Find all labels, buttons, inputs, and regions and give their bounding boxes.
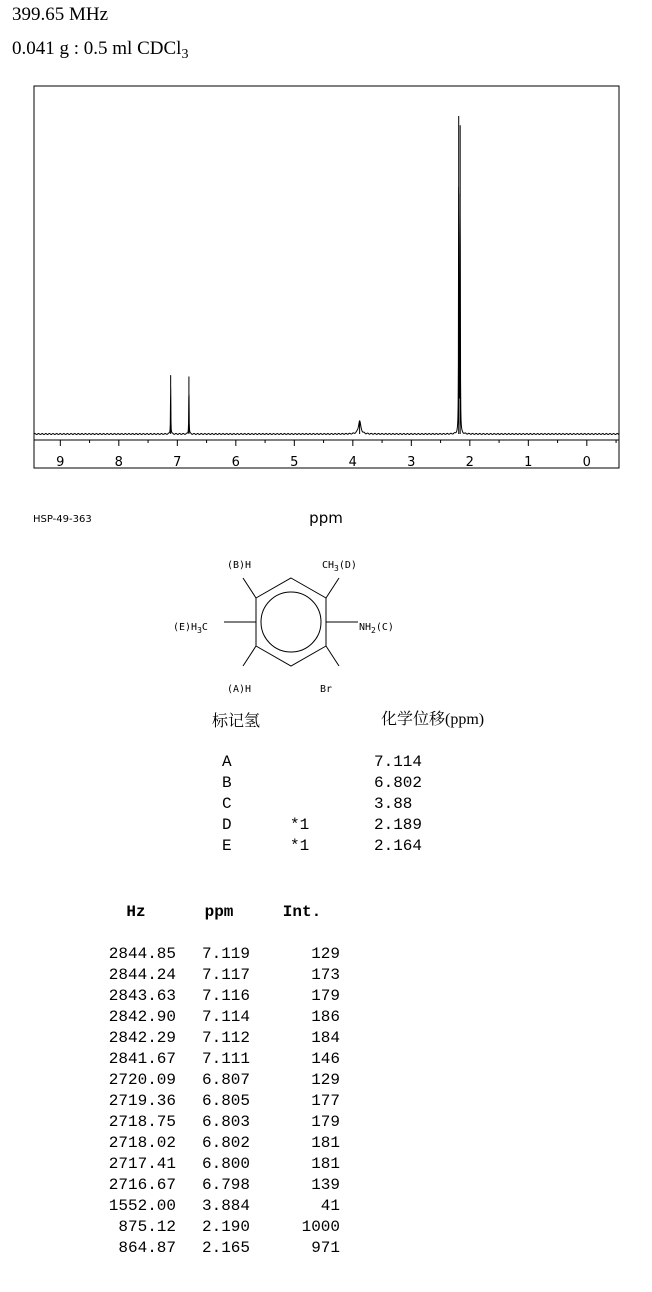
table-row — [96, 986, 342, 1007]
table-row — [96, 1154, 342, 1175]
peak-int: 177 — [311, 1092, 340, 1110]
table-row — [96, 1196, 342, 1217]
peak-hz: 2720.09 — [108, 1071, 176, 1089]
peak-int: 181 — [311, 1134, 340, 1152]
assignment-note — [290, 752, 374, 773]
assignment-row — [222, 773, 422, 794]
assignment-note: *1 — [290, 816, 310, 834]
peak-ppm: 6.803 — [201, 1113, 250, 1131]
peak-int: 173 — [311, 966, 340, 984]
table-row — [96, 1028, 342, 1049]
label-e-h3c: $(E)H_3C$ — [173, 622, 208, 635]
table-row — [96, 1070, 342, 1091]
peak-int: 181 — [311, 1155, 340, 1173]
peak-ppm: 2.190 — [201, 1218, 250, 1236]
peak-ppm: 7.114 — [201, 1008, 250, 1026]
peak-ppm: 7.116 — [201, 987, 250, 1005]
table-row — [96, 1112, 342, 1133]
label-a-h: (A)H — [227, 684, 252, 695]
x-tick-label: 0 — [582, 455, 591, 470]
peak-int: 1000 — [301, 1218, 340, 1236]
peak-int: 184 — [311, 1029, 340, 1047]
peak-hz: 2716.67 — [108, 1176, 176, 1194]
peak-ppm: 3.884 — [201, 1197, 250, 1215]
peak-hz: 2717.41 — [108, 1155, 176, 1173]
table-row — [96, 1049, 342, 1070]
assignment-table — [222, 752, 422, 857]
peak-int: 41 — [320, 1197, 340, 1215]
peak-ppm: 6.802 — [201, 1134, 250, 1152]
assignment-header-label: 标记氢 — [212, 713, 261, 730]
peak-ppm: 7.119 — [201, 945, 250, 963]
assignment-row — [222, 794, 422, 815]
table-row — [96, 1175, 342, 1196]
peak-ppm: 2.165 — [201, 1239, 250, 1257]
peak-int: 186 — [311, 1008, 340, 1026]
label-b-h: (B)H — [227, 560, 252, 571]
assignment-label: C — [222, 795, 232, 813]
col-ppm: ppm — [204, 903, 234, 921]
x-tick-label: 6 — [231, 455, 240, 470]
peak-int: 139 — [311, 1176, 340, 1194]
assignment-note — [290, 794, 374, 815]
label-br: Br — [320, 684, 333, 695]
x-tick-label: 3 — [407, 455, 416, 470]
peak-ppm: 6.805 — [201, 1092, 250, 1110]
assignment-label: A — [222, 753, 232, 771]
peak-int: 971 — [311, 1239, 340, 1257]
table-row — [96, 1007, 342, 1028]
table-row — [96, 944, 342, 965]
assignment-header-shift: 化学位移(ppm) — [381, 711, 485, 728]
assignment-shift: 3.88 — [374, 795, 413, 813]
x-tick-label: 2 — [465, 455, 474, 470]
table-spacer — [96, 923, 342, 944]
peak-ppm: 6.798 — [201, 1176, 250, 1194]
sample-subscript: 3 — [181, 47, 189, 62]
peak-int: 129 — [311, 1071, 340, 1089]
assignment-note — [290, 773, 374, 794]
peak-hz: 1552.00 — [108, 1197, 176, 1215]
spectrometer-frequency: 399.65 MHz — [12, 4, 109, 25]
peak-ppm: 6.800 — [201, 1155, 250, 1173]
col-int: Int. — [282, 903, 322, 921]
col-hz: Hz — [126, 903, 146, 921]
assignment-shift: 2.164 — [374, 837, 423, 855]
sample-text: 0.041 g : 0.5 ml CDCl — [12, 38, 182, 59]
peak-hz: 2844.24 — [108, 966, 176, 984]
peak-int: 179 — [311, 987, 340, 1005]
peak-hz: 2841.67 — [108, 1050, 176, 1068]
table-row — [96, 1091, 342, 1112]
peak-list-table — [96, 902, 342, 1259]
assignment-shift: 6.802 — [374, 774, 423, 792]
peak-hz: 2843.63 — [108, 987, 176, 1005]
assignment-label: E — [222, 837, 232, 855]
x-tick-label: 1 — [524, 455, 533, 470]
peak-hz: 864.87 — [118, 1239, 176, 1257]
x-axis-label: ppm — [309, 509, 343, 527]
assignment-row — [222, 752, 422, 773]
peak-hz: 2844.85 — [108, 945, 176, 963]
x-tick-label: 5 — [290, 455, 299, 470]
benzene-ring — [224, 578, 358, 666]
peak-hz: 2842.29 — [108, 1029, 176, 1047]
assignment-row — [222, 836, 422, 857]
table-row — [96, 1238, 342, 1259]
peak-int: 146 — [311, 1050, 340, 1068]
peak-int: 129 — [311, 945, 340, 963]
x-axis-ticks — [60, 440, 616, 446]
spectrum-id: HSP-49-363 — [33, 514, 92, 525]
peak-hz: 2718.02 — [108, 1134, 176, 1152]
table-row — [96, 1133, 342, 1154]
peak-int: 179 — [311, 1113, 340, 1131]
peak-hz: 2718.75 — [108, 1113, 176, 1131]
plot-frame — [34, 86, 619, 468]
label-nh2-c: $NH_2(C)$ — [359, 622, 394, 635]
assignment-row — [222, 815, 422, 836]
peak-hz: 875.12 — [118, 1218, 176, 1236]
assignment-shift: 7.114 — [374, 753, 423, 771]
table-row — [96, 965, 342, 986]
x-tick-label: 9 — [56, 455, 65, 470]
x-tick-label: 4 — [348, 455, 357, 470]
assignment-label: B — [222, 774, 232, 792]
spectrum-trace — [34, 116, 619, 434]
assignment-label: D — [222, 816, 232, 834]
peak-hz: 2842.90 — [108, 1008, 176, 1026]
peak-ppm: 7.112 — [201, 1029, 250, 1047]
peak-hz: 2719.36 — [108, 1092, 176, 1110]
peak-ppm: 7.117 — [201, 966, 250, 984]
peak-ppm: 7.111 — [201, 1050, 250, 1068]
assignment-note: *1 — [290, 837, 310, 855]
table-row — [96, 1217, 342, 1238]
x-tick-label: 7 — [173, 455, 182, 470]
x-tick-label: 8 — [114, 455, 123, 470]
peak-table-header — [96, 902, 342, 923]
assignment-shift: 2.189 — [374, 816, 423, 834]
label-ch3-d: $CH_3(D)$ — [322, 560, 357, 573]
nmr-spectrum-chart — [0, 0, 652, 540]
peak-ppm: 6.807 — [201, 1071, 250, 1089]
